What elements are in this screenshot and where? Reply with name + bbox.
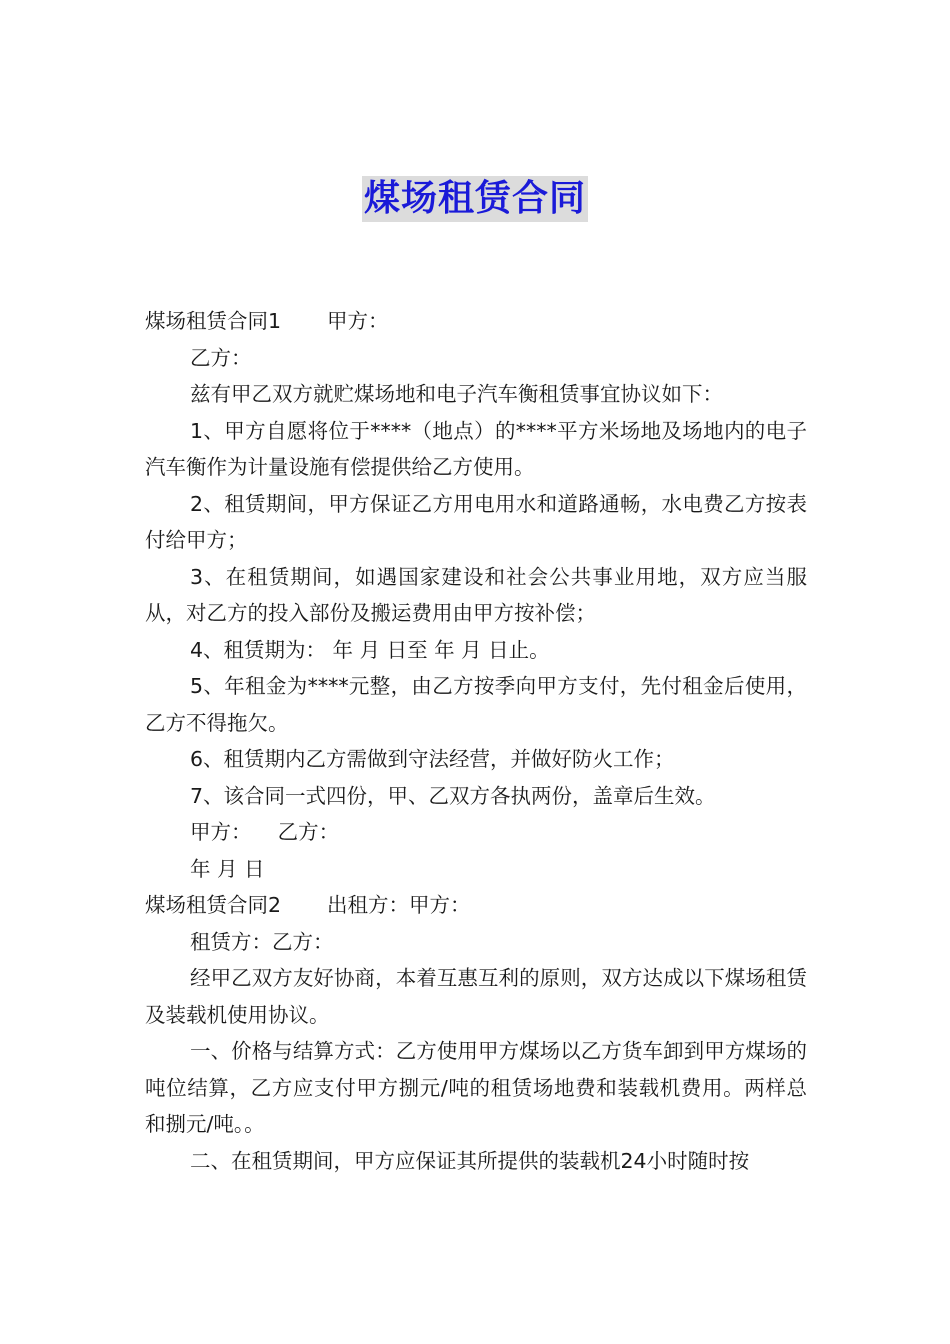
paragraph [145,413,807,486]
paragraph [145,303,807,340]
paragraph-text: 兹有甲乙双方就贮煤场地和电子汽车衡租赁事宜协议如下： [190,382,723,406]
paragraph [145,1143,807,1180]
paragraph-text: 5、年租金为****元整，由乙方按季向甲方支付，先付租金后使用，乙方不得拖欠。 [145,674,807,735]
paragraph [145,887,807,924]
paragraph-text: 二、在租赁期间，甲方应保证其所提供的装载机24小时随时按 [190,1148,750,1173]
paragraph [145,960,807,1033]
paragraph-text: 7、该合同一式四份，甲、乙双方各执两份，盖章后生效。 [190,783,716,808]
paragraph [145,741,807,778]
paragraph-text: 租赁方：乙方： [190,929,334,954]
paragraph-text: 乙方： [190,345,252,370]
paragraph-text: 经甲乙双方友好协商，本着互惠互利的原则，双方达成以下煤场租赁及装载机使用协议。 [145,966,807,1027]
paragraph [145,559,807,632]
document-title: 煤场租赁合同 [362,176,588,222]
paragraph-text: 出租方：甲方： [327,893,471,917]
paragraph [145,814,807,851]
section-heading: 煤场租赁合同1 [145,309,282,333]
paragraph [145,486,807,559]
paragraph-text: 4、租赁期为： 年 月 日至 年 月 日止。 [190,637,550,662]
paragraph-text: 年 月 日 [190,856,265,881]
paragraph [145,778,807,815]
paragraph-text: 一、价格与结算方式：乙方使用甲方煤场以乙方货车卸到甲方煤场的吨位结算，乙方应支付甲方捌元/吨的租赁场地费和装载机费用。两样总和捌元/吨。。 [145,1039,807,1136]
paragraph-text: 1、甲方自愿将位于****（地点）的****平方米场地及场地内的电子汽车衡作为计量设施有偿提供给乙方使用。 [145,418,807,479]
paragraph [145,632,807,669]
paragraph [145,1033,807,1143]
document-body [145,303,807,1179]
title-container [0,176,950,222]
paragraph-text: 甲方： [327,309,389,333]
paragraph [145,924,807,961]
paragraph [145,376,807,413]
section-heading: 煤场租赁合同2 [145,893,282,917]
paragraph [145,668,807,741]
paragraph-text: 3、在租赁期间，如遇国家建设和社会公共事业用地，双方应当服从，对乙方的投入部份及搬运费用由甲方按补偿； [145,564,807,625]
paragraph-text: 6、租赁期内乙方需做到守法经营，并做好防火工作； [190,747,675,771]
paragraph-text: 2、租赁期间，甲方保证乙方用电用水和道路通畅，水电费乙方按表付给甲方； [145,491,807,552]
paragraph-text: 甲方： 乙方： [190,820,340,844]
paragraph [145,851,807,888]
paragraph [145,340,807,377]
